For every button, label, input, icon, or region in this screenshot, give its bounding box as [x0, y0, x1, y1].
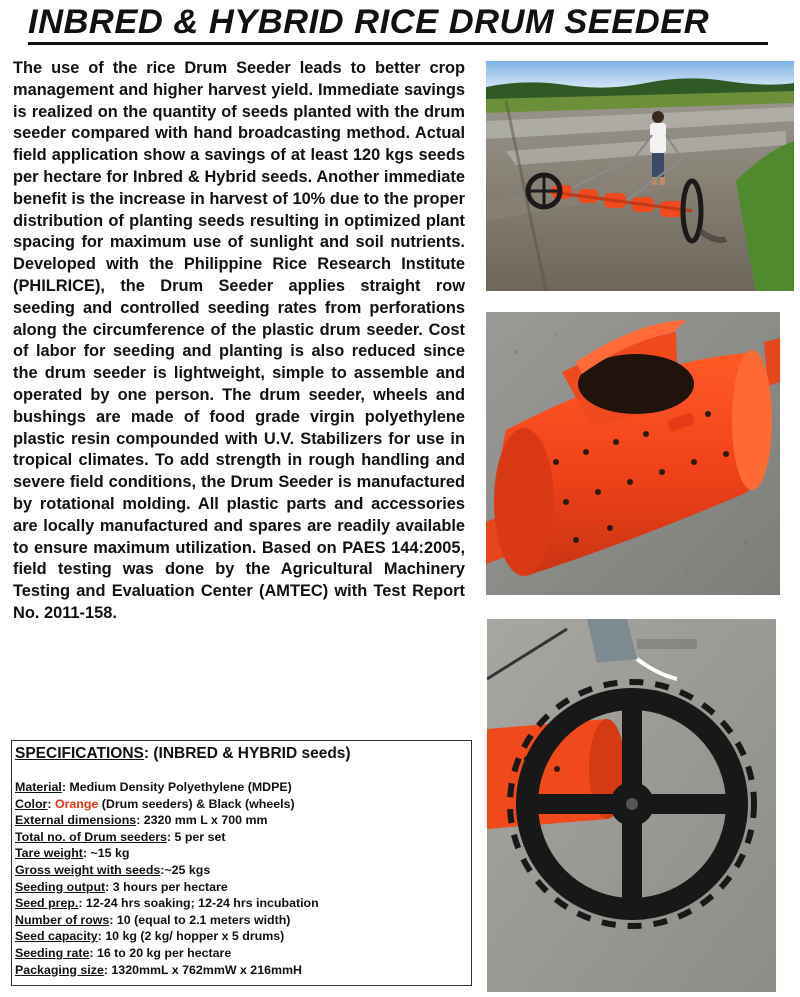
- field-seeder-photo: [486, 61, 794, 291]
- wheel-photo: [487, 619, 776, 992]
- spec-material: Material: Medium Density Polyethylene (MDPE): [15, 780, 292, 794]
- spec-dimensions: External dimensions: 2320 mm L x 700 mm: [15, 813, 268, 828]
- spec-gross-weight: Gross weight with seeds:~25 kgs: [15, 862, 211, 877]
- spec-list: [15, 779, 468, 978]
- spec-rows: Number of rows: 10 (equal to 2.1 meters width): [15, 912, 291, 927]
- specifications-box: [11, 740, 472, 986]
- spec-seeding-output: Seeding output: 3 hours per hectare: [15, 879, 228, 894]
- page-title: INBRED & HYBRID RICE DRUM SEEDER: [28, 2, 768, 45]
- spec-seed-prep: Seed prep.: 12-24 hrs soaking; 12-24 hrs incubation: [15, 896, 319, 911]
- spec-capacity: Seed capacity: 10 kg (2 kg/ hopper x 5 drums): [15, 929, 285, 944]
- spec-seeding-rate: Seeding rate: 16 to 20 kg per hectare: [15, 945, 232, 960]
- specifications-heading: SPECIFICATIONS: (INBRED & HYBRID seeds): [15, 745, 351, 762]
- spec-packaging: Packaging size: 1320mmL x 762mmW x 216mmH: [15, 962, 302, 977]
- spec-total: Total no. of Drum seeders: 5 per set: [15, 829, 226, 844]
- spec-tare-weight: Tare weight: ~15 kg: [15, 846, 130, 861]
- drum-closeup-photo: [486, 312, 780, 595]
- description-text: The use of the rice Drum Seeder leads to better crop management and higher harvest yield. Immediate savings is realized on the quantity of seeds planted with the drum seeder compared with hand broadcasting method. Actual field application show a savings of at least 120 kgs seeds per hectare for Inbred & Hybrid seeds. Another immediate benefit is the increase in harvest of 10% due to the proper distribution of planting seeds resulting in optimized plant spacing for maximum use of sunlight and soil nutrients. Developed with the Philippine Rice Research Institute (PHILRICE), the Drum Seeder applies straight row seeding and controlled seeding rates from perforations along the circumference of the plastic drum seeder. Cost of labor for seeding and planting is also reduced since the drum seeder is lightweight, simple to assemble and operated by one person. The drum seeder, wheels and bushings are made of food grade virgin polyethylene plastic resin compounded with U.V. Stabilizers for use in tropical climates. To add strength in rough handling and severe field conditions, the Drum Seeder is manufactured by rotational molding. All plastic parts and accessories are locally manufactured and spares are readily available to ensure maximum utilization. Based on PAES 144:2005, field testing was done by the Agricultural Machinery Testing and Evaluation Center (AMTEC) with Test Report No. 2011-158.: [13, 59, 465, 622]
- spec-color: Color: Orange (Drum seeders) & Black (wheels): [15, 796, 295, 811]
